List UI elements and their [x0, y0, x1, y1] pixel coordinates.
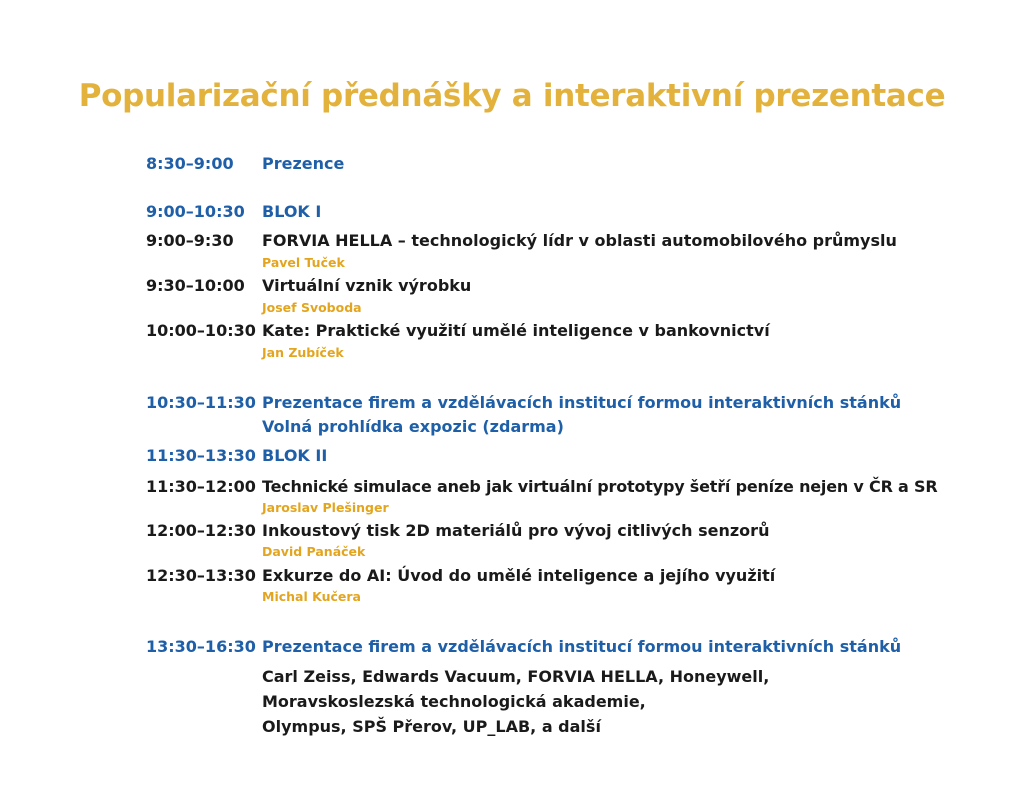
exhibition-item: Prezentace firem a vzdělávacích institucí formou interaktivních stánků: [262, 393, 902, 412]
exhibition-note: Volná prohlídka expozic (zdarma): [262, 417, 564, 436]
exhibitor-list-line: Moravskoslezská technologická akademie,: [262, 692, 646, 711]
speaker-name: Michal Kučera: [262, 589, 361, 604]
talk-title: Inkoustový tisk 2D materiálů pro vývoj citlivých senzorů: [262, 521, 770, 540]
schedule-time: 13:30–16:30: [146, 637, 256, 656]
block-heading: BLOK I: [262, 202, 322, 221]
exhibitor-list-line: Olympus, SPŠ Přerov, UP_LAB, a další: [262, 717, 601, 736]
schedule-item: Prezence: [262, 154, 345, 173]
schedule-time: 12:30–13:30: [146, 566, 256, 585]
speaker-name: David Panáček: [262, 544, 366, 559]
talk-title: Technické simulace aneb jak virtuální prototypy šetří peníze nejen v ČR a SR: [262, 477, 938, 496]
schedule-time: 11:30–12:00: [146, 477, 256, 496]
schedule-time: 12:00–12:30: [146, 521, 256, 540]
schedule-time: 8:30–9:00: [146, 154, 234, 173]
page-title: Popularizační přednášky a interaktivní prezentace: [78, 78, 946, 114]
speaker-name: Jaroslav Plešinger: [262, 500, 389, 515]
exhibitor-list-line: Carl Zeiss, Edwards Vacuum, FORVIA HELLA, Honeywell,: [262, 667, 770, 686]
schedule-time: 9:00–9:30: [146, 231, 234, 250]
schedule-time: 9:00–10:30: [146, 202, 245, 221]
talk-title: FORVIA HELLA – technologický lídr v oblasti automobilového průmyslu: [262, 231, 897, 250]
schedule-time: 10:00–10:30: [146, 321, 256, 340]
schedule-time: 9:30–10:00: [146, 276, 245, 295]
talk-title: Virtuální vznik výrobku: [262, 276, 472, 295]
speaker-name: Josef Svoboda: [262, 300, 362, 315]
talk-title: Exkurze do AI: Úvod do umělé inteligence a jejího využití: [262, 566, 776, 585]
talk-title: Kate: Praktické využití umělé inteligence v bankovnictví: [262, 321, 770, 340]
speaker-name: Jan Zubíček: [262, 345, 344, 360]
schedule-time: 11:30–13:30: [146, 446, 256, 465]
block-heading: BLOK II: [262, 446, 328, 465]
schedule-time: 10:30–11:30: [146, 393, 256, 412]
speaker-name: Pavel Tuček: [262, 255, 345, 270]
exhibition-item: Prezentace firem a vzdělávacích institucí formou interaktivních stánků: [262, 637, 902, 656]
